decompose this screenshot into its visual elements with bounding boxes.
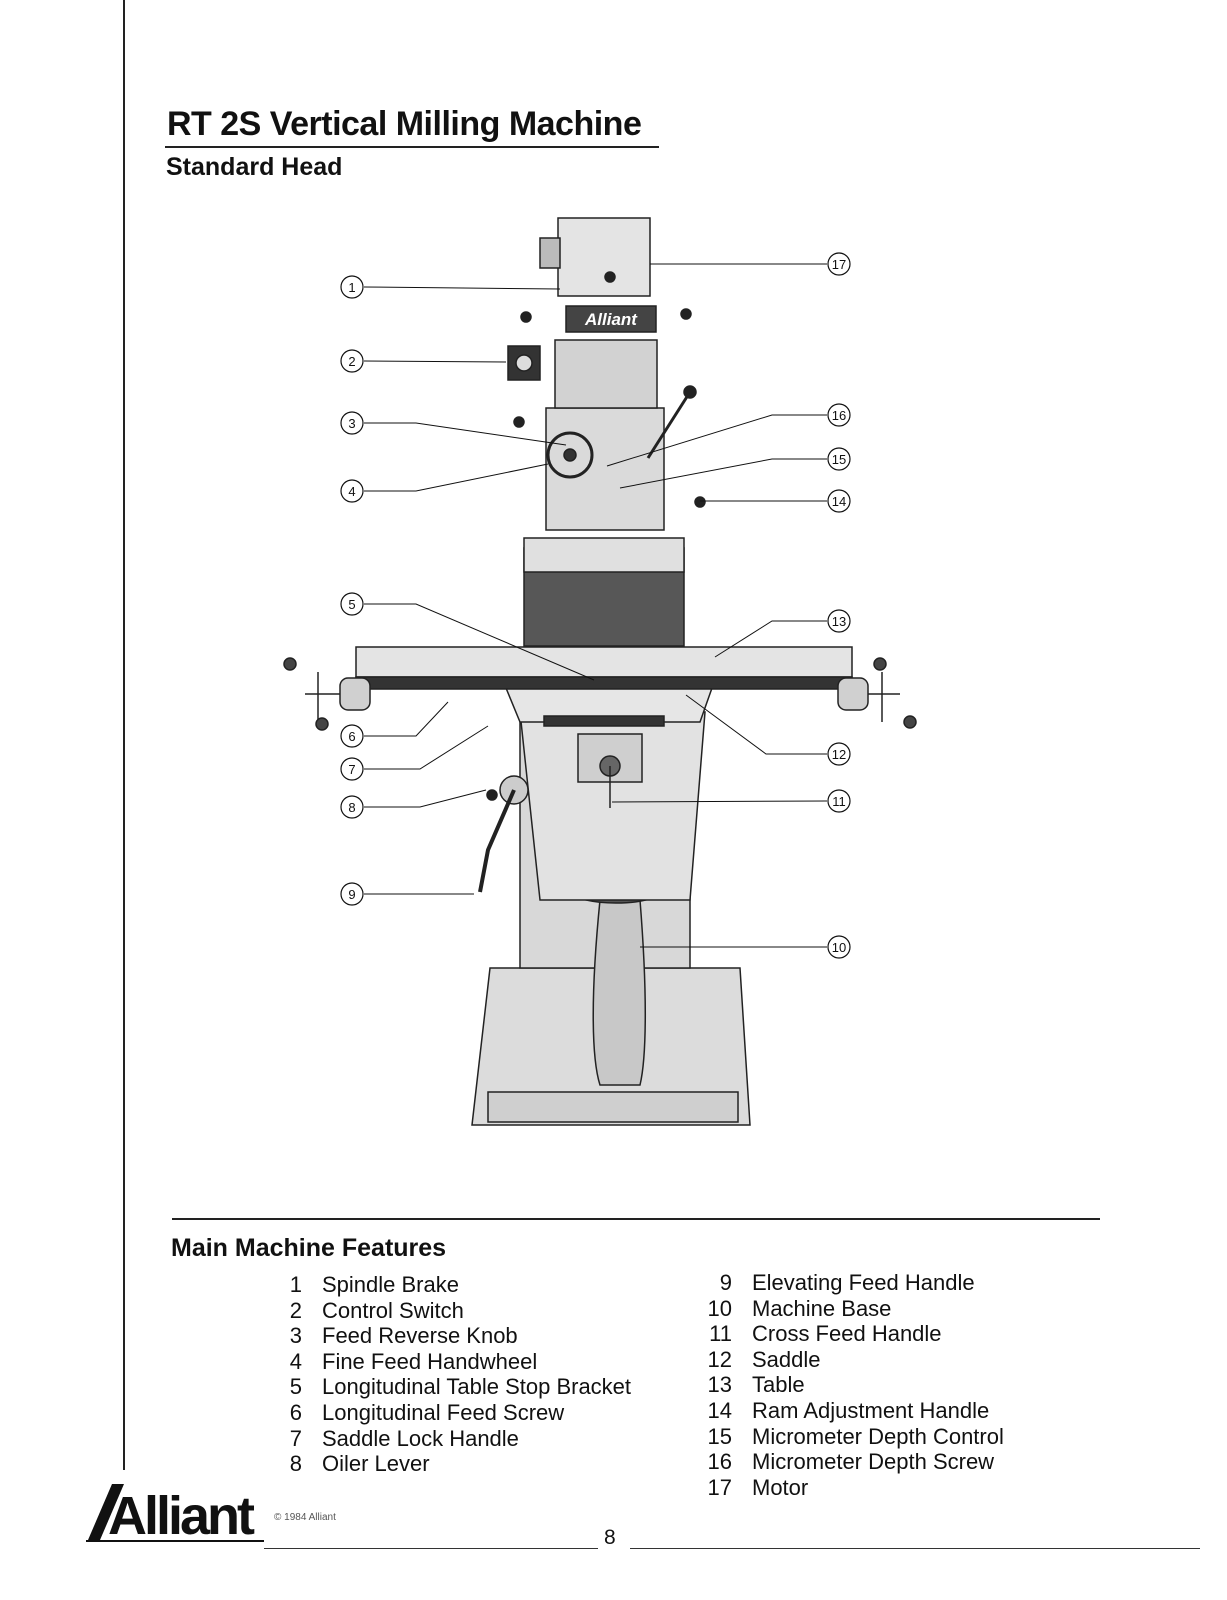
- alliant-logo-text: Alliant: [108, 1486, 253, 1542]
- feature-item: [268, 1374, 631, 1400]
- copyright-notice: © 1984 Alliant: [274, 1512, 336, 1523]
- feature-item: [692, 1398, 1004, 1424]
- feature-item: [268, 1349, 631, 1375]
- svg-text:11: 11: [832, 794, 846, 809]
- feature-item: [692, 1372, 1004, 1398]
- feature-number: 5: [289, 1374, 302, 1400]
- feature-number: 4: [289, 1348, 302, 1374]
- svg-text:14: 14: [831, 494, 847, 509]
- feature-label: Elevating Feed Handle: [752, 1270, 975, 1295]
- features-divider: [172, 1218, 1100, 1220]
- callout-1: [341, 276, 363, 298]
- svg-text:8: 8: [348, 800, 356, 815]
- feature-number: 10: [707, 1295, 732, 1321]
- callout-2: [341, 350, 363, 372]
- head-shape: [546, 408, 664, 530]
- feature-item: [268, 1451, 631, 1477]
- feature-label: Fine Feed Handwheel: [322, 1348, 538, 1374]
- svg-text:13: 13: [831, 614, 847, 629]
- callout-15: [828, 448, 850, 470]
- callout-12: [828, 743, 850, 765]
- features-heading: Main Machine Features: [171, 1234, 447, 1262]
- feature-number: 11: [709, 1321, 732, 1347]
- svg-text:4: 4: [348, 484, 356, 499]
- feature-label: Machine Base: [752, 1295, 892, 1321]
- feature-item: [268, 1323, 631, 1349]
- feature-label: Motor: [752, 1474, 809, 1500]
- callout-17: [828, 253, 850, 275]
- svg-text:7: 7: [348, 762, 356, 777]
- feature-label: Saddle Lock Handle: [322, 1425, 519, 1451]
- feature-number: 1: [289, 1272, 302, 1297]
- callout-11: [828, 790, 850, 812]
- table-shape: [356, 647, 852, 677]
- feature-label: Saddle: [752, 1346, 821, 1372]
- svg-text:9: 9: [348, 887, 356, 902]
- alliant-logo: [86, 1480, 264, 1542]
- svg-text:5: 5: [348, 597, 356, 612]
- feature-number: 7: [289, 1425, 302, 1451]
- page-number: 8: [604, 1526, 616, 1549]
- feature-label: Micrometer Depth Screw: [752, 1449, 995, 1475]
- footer-rule-right: [630, 1548, 1200, 1549]
- feature-label: Ram Adjustment Handle: [752, 1397, 990, 1423]
- callout-10: [828, 936, 850, 958]
- feature-number: 12: [707, 1346, 732, 1372]
- feature-item: [692, 1475, 1004, 1501]
- feature-list-left: [268, 1272, 631, 1477]
- feature-item: [268, 1426, 631, 1452]
- page-title: RT 2S Vertical Milling Machine: [167, 105, 642, 143]
- feature-item: [692, 1296, 1004, 1322]
- footer-rule-left: [264, 1548, 598, 1549]
- feature-number: 17: [707, 1474, 732, 1500]
- svg-text:12: 12: [831, 747, 847, 762]
- motor-shape: [558, 218, 650, 296]
- feature-label: Longitudinal Feed Screw: [322, 1399, 565, 1425]
- callout-16: [828, 404, 850, 426]
- callout-13: [828, 610, 850, 632]
- callout-7: [341, 758, 363, 780]
- head-logo-badge: Alliant: [585, 310, 637, 329]
- callout-9: [341, 883, 363, 905]
- feature-label: Spindle Brake: [322, 1272, 459, 1297]
- feature-label: Micrometer Depth Control: [752, 1423, 1004, 1449]
- feature-label: Longitudinal Table Stop Bracket: [322, 1374, 632, 1400]
- feature-item: [268, 1298, 631, 1324]
- feature-number: 2: [289, 1297, 302, 1323]
- feature-label: Cross Feed Handle: [752, 1321, 942, 1347]
- svg-text:15: 15: [831, 452, 847, 467]
- feature-item: [692, 1449, 1004, 1475]
- svg-text:2: 2: [348, 354, 356, 369]
- callout-8: [341, 796, 363, 818]
- svg-text:1: 1: [348, 280, 356, 295]
- feature-item: [692, 1347, 1004, 1373]
- feature-label: Oiler Lever: [322, 1451, 430, 1477]
- feature-item: [692, 1270, 1004, 1296]
- svg-text:16: 16: [831, 408, 847, 423]
- feature-number: 14: [707, 1397, 732, 1423]
- callout-4: [341, 480, 363, 502]
- svg-text:10: 10: [831, 940, 847, 955]
- feature-item: [268, 1272, 631, 1298]
- feature-label: Control Switch: [322, 1297, 464, 1323]
- feature-item: [692, 1321, 1004, 1347]
- feature-number: 8: [289, 1451, 302, 1477]
- feature-label: Table: [752, 1372, 805, 1398]
- callout-6: [341, 725, 363, 747]
- feature-number: 13: [707, 1372, 732, 1398]
- feature-number: 15: [707, 1423, 732, 1449]
- feature-item: [268, 1400, 631, 1426]
- feature-item: [692, 1424, 1004, 1450]
- callout-5: [341, 593, 363, 615]
- svg-text:17: 17: [831, 257, 847, 272]
- svg-text:3: 3: [348, 416, 356, 431]
- feature-number: 6: [289, 1399, 302, 1425]
- machine-illustration: [284, 218, 916, 1125]
- callout-3: [341, 412, 363, 434]
- feature-number: 16: [707, 1449, 732, 1475]
- feature-list-right: [692, 1270, 1004, 1500]
- svg-text:6: 6: [348, 729, 356, 744]
- page-subtitle: Standard Head: [166, 153, 343, 181]
- callout-14: [828, 490, 850, 512]
- feature-number: 9: [719, 1270, 732, 1295]
- feature-label: Feed Reverse Knob: [322, 1323, 518, 1349]
- feature-number: 3: [289, 1323, 302, 1349]
